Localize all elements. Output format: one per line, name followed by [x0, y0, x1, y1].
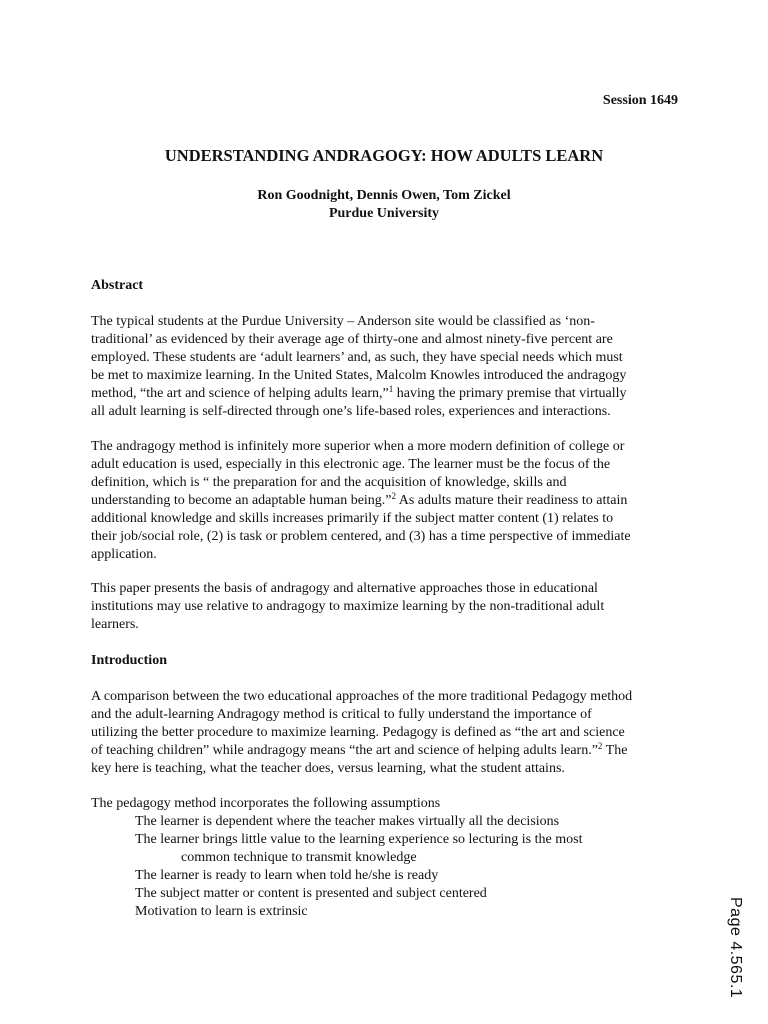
page-number: Page 4.565.1 [727, 897, 744, 999]
list-intro: The pedagogy method incorporates the following assumptions [91, 796, 441, 811]
footnote-ref: 1 [388, 384, 394, 394]
author-names: Ron Goodnight, Dennis Owen, Tom Zickel [257, 188, 511, 203]
list-item: The subject matter or content is presented and subject centered [135, 886, 487, 901]
text-line: all adult learning is self-directed through one’s life-based roles, experiences and interactions. [91, 404, 611, 419]
author-affiliation: Purdue University [328, 206, 440, 221]
text-fragment: As adults mature their readiness to attain [396, 493, 628, 508]
text-fragment: understanding to become an adaptable human being.” [91, 493, 392, 508]
text-line: application. [91, 547, 157, 562]
list-item: The learner brings little value to the learning experience so lecturing is the most [135, 832, 583, 847]
text-line: The typical students at the Purdue University – Anderson site would be classified as ‘non- [91, 314, 595, 329]
text-line: adult education is used, especially in this electronic age. The learner must be the focus of the [91, 457, 611, 472]
footnote-ref: 2 [597, 741, 603, 751]
text-line: This paper presents the basis of andragogy and alternative approaches those in educational [91, 581, 598, 596]
list-item: The learner is ready to learn when told he/she is ready [135, 868, 439, 883]
text-line: and the adult-learning Andragogy method is critical to fully understand the importance of [91, 707, 592, 722]
text-line: traditional’ as evidenced by their average age of thirty-one and almost ninety-five percent are [91, 332, 613, 347]
text-line: employed. These students are ‘adult learners’ and, as such, they have special needs which must [91, 350, 623, 365]
introduction-paragraph-1 [91, 688, 689, 778]
text-line: The andragogy method is infinitely more superior when a more modern definition of college or [91, 439, 625, 454]
abstract-heading: Abstract [91, 278, 144, 293]
text-line [91, 742, 689, 760]
text-fragment: of teaching children” while andragogy means “the art and science of helping adults learn.” [91, 743, 598, 758]
text-line: key here is teaching, what the teacher does, versus learning, what the student attains. [91, 761, 565, 776]
text-line: A comparison between the two educational approaches of the more traditional Pedagogy method [91, 689, 633, 704]
paper-title: UNDERSTANDING ANDRAGOGY: HOW ADULTS LEARN [164, 146, 604, 165]
text-fragment: having the primary premise that virtually [393, 386, 627, 401]
list-item: Motivation to learn is extrinsic [135, 904, 308, 919]
author-block [0, 187, 768, 223]
text-fragment: The [602, 743, 628, 758]
text-line [91, 492, 689, 510]
text-line: utilizing the better procedure to maximize learning. Pedagogy is defined as “the art and science [91, 725, 625, 740]
abstract-paragraph-1 [91, 313, 689, 421]
text-line: learners. [91, 617, 139, 632]
text-line [91, 385, 689, 403]
list-item: The learner is dependent where the teacher makes virtually all the decisions [135, 814, 560, 829]
text-line: additional knowledge and skills increases primarily if the subject matter content (1) relates to [91, 511, 614, 526]
list-item-continuation: common technique to transmit knowledge [181, 850, 417, 865]
text-fragment: method, “the art and science of helping adults learn,” [91, 386, 389, 401]
text-line: definition, which is “ the preparation for and the acquisition of knowledge, skills and [91, 475, 567, 490]
abstract-paragraph-3 [91, 580, 689, 634]
introduction-heading: Introduction [91, 653, 167, 668]
abstract-paragraph-2 [91, 438, 689, 564]
text-line: institutions may use relative to andragogy to maximize learning by the non-traditional adult [91, 599, 605, 614]
text-line: their job/social role, (2) is task or problem centered, and (3) has a time perspective of immediate [91, 529, 631, 544]
pedagogy-assumptions [91, 795, 689, 921]
footnote-ref: 2 [391, 491, 397, 501]
text-line: be met to maximize learning. In the United States, Malcolm Knowles introduced the andragogy [91, 368, 627, 383]
session-number: Session 1649 [602, 93, 678, 108]
